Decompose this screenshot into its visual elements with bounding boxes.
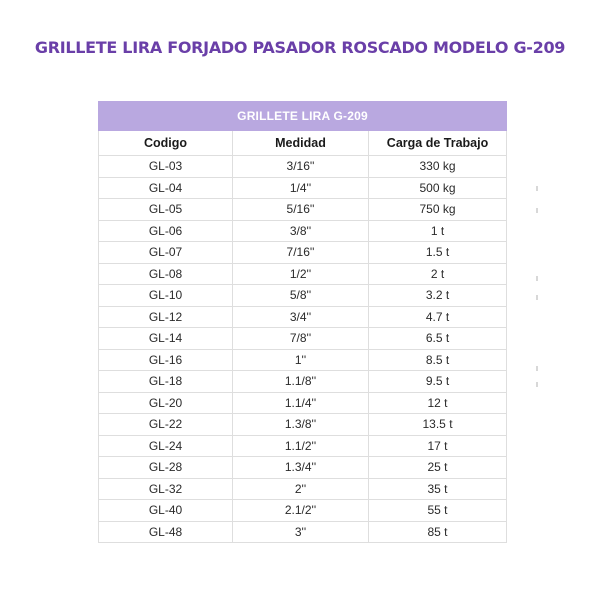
cell-load: 35 t xyxy=(369,478,507,500)
table-body xyxy=(99,156,507,543)
cell-size: 1.3/4'' xyxy=(233,457,369,479)
table-row xyxy=(99,478,507,500)
cell-load: 6.5 t xyxy=(369,328,507,350)
cell-code: GL-32 xyxy=(99,478,233,500)
cell-code: GL-07 xyxy=(99,242,233,264)
cell-code: GL-40 xyxy=(99,500,233,522)
table-header-row xyxy=(99,131,507,156)
table-row xyxy=(99,371,507,393)
edge-mark xyxy=(536,295,538,300)
table-row xyxy=(99,177,507,199)
edge-mark xyxy=(536,186,538,191)
cell-code: GL-18 xyxy=(99,371,233,393)
cell-load: 13.5 t xyxy=(369,414,507,436)
page-title: GRILLETE LIRA FORJADO PASADOR ROSCADO MODELO G-209 xyxy=(34,38,566,57)
table-row xyxy=(99,328,507,350)
edge-mark xyxy=(536,366,538,371)
cell-size: 5/16'' xyxy=(233,199,369,221)
table-row xyxy=(99,306,507,328)
cell-code: GL-24 xyxy=(99,435,233,457)
cell-load: 2 t xyxy=(369,263,507,285)
table-row xyxy=(99,414,507,436)
table-row xyxy=(99,156,507,178)
cell-load: 330 kg xyxy=(369,156,507,178)
table-row xyxy=(99,199,507,221)
cell-load: 25 t xyxy=(369,457,507,479)
cell-load: 12 t xyxy=(369,392,507,414)
cell-size: 1.1/2'' xyxy=(233,435,369,457)
cell-code: GL-05 xyxy=(99,199,233,221)
table-row xyxy=(99,435,507,457)
table-row xyxy=(99,285,507,307)
cell-load: 85 t xyxy=(369,521,507,543)
cell-load: 17 t xyxy=(369,435,507,457)
cell-size: 1'' xyxy=(233,349,369,371)
table-banner: GRILLETE LIRA G-209 xyxy=(99,102,507,131)
cell-load: 8.5 t xyxy=(369,349,507,371)
cell-code: GL-22 xyxy=(99,414,233,436)
header-load: Carga de Trabajo xyxy=(369,131,507,156)
cell-size: 1.1/8'' xyxy=(233,371,369,393)
table-row xyxy=(99,392,507,414)
edge-mark xyxy=(536,208,538,213)
cell-code: GL-16 xyxy=(99,349,233,371)
cell-size: 1/2'' xyxy=(233,263,369,285)
cell-code: GL-28 xyxy=(99,457,233,479)
cell-code: GL-06 xyxy=(99,220,233,242)
table-banner-row xyxy=(99,102,507,131)
cell-code: GL-20 xyxy=(99,392,233,414)
cell-size: 1/4'' xyxy=(233,177,369,199)
table-row xyxy=(99,349,507,371)
cell-size: 3'' xyxy=(233,521,369,543)
cell-code: GL-04 xyxy=(99,177,233,199)
header-code: Codigo xyxy=(99,131,233,156)
cell-size: 5/8'' xyxy=(233,285,369,307)
cell-size: 3/16'' xyxy=(233,156,369,178)
table-row xyxy=(99,521,507,543)
cell-load: 3.2 t xyxy=(369,285,507,307)
cell-load: 9.5 t xyxy=(369,371,507,393)
edge-mark xyxy=(536,276,538,281)
table-row xyxy=(99,263,507,285)
cell-load: 55 t xyxy=(369,500,507,522)
cell-size: 2'' xyxy=(233,478,369,500)
cell-load: 500 kg xyxy=(369,177,507,199)
cell-code: GL-08 xyxy=(99,263,233,285)
cell-load: 4.7 t xyxy=(369,306,507,328)
cell-load: 1.5 t xyxy=(369,242,507,264)
cell-code: GL-12 xyxy=(99,306,233,328)
cell-size: 7/8'' xyxy=(233,328,369,350)
cell-load: 1 t xyxy=(369,220,507,242)
cell-size: 1.1/4'' xyxy=(233,392,369,414)
cell-code: GL-10 xyxy=(99,285,233,307)
cell-code: GL-03 xyxy=(99,156,233,178)
cell-size: 3/4'' xyxy=(233,306,369,328)
header-size: Medidad xyxy=(233,131,369,156)
table-row xyxy=(99,220,507,242)
cell-load: 750 kg xyxy=(369,199,507,221)
table-row xyxy=(99,500,507,522)
spec-table xyxy=(98,101,507,543)
cell-size: 2.1/2'' xyxy=(233,500,369,522)
cell-size: 7/16'' xyxy=(233,242,369,264)
cell-size: 1.3/8'' xyxy=(233,414,369,436)
edge-mark xyxy=(536,382,538,387)
table-row xyxy=(99,242,507,264)
cell-code: GL-48 xyxy=(99,521,233,543)
cell-code: GL-14 xyxy=(99,328,233,350)
table-row xyxy=(99,457,507,479)
cell-size: 3/8'' xyxy=(233,220,369,242)
